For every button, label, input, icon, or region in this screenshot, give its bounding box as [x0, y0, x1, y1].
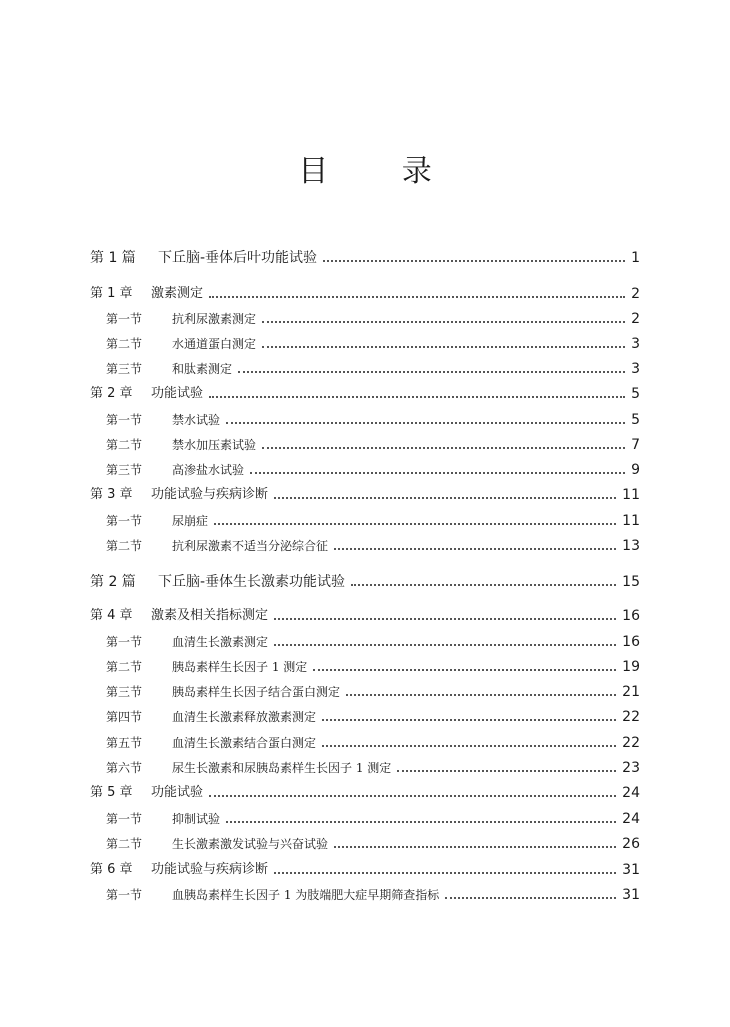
- toc-page-number: 16: [622, 634, 640, 650]
- toc-page-number: 5: [631, 386, 640, 402]
- toc-page-number: 26: [622, 836, 640, 852]
- toc-label: 生长激素激发试验与兴奋试验: [172, 837, 329, 851]
- leader-dots: [262, 447, 625, 449]
- toc-number: 第四节: [106, 710, 143, 724]
- toc-page-number: 19: [622, 659, 640, 675]
- leader-dots: [322, 745, 616, 747]
- toc-label: 下丘脑-垂体后叶功能试验: [158, 250, 318, 266]
- toc-page-number: 23: [622, 760, 640, 776]
- toc-section[interactable]: [90, 807, 640, 831]
- leader-dots: [346, 694, 616, 696]
- toc-label: 尿崩症: [172, 514, 209, 528]
- toc-section[interactable]: [90, 534, 640, 558]
- toc-number: 第五节: [106, 736, 143, 750]
- toc-section[interactable]: [90, 307, 640, 331]
- toc-page-number: 3: [631, 361, 640, 377]
- leader-dots: [274, 644, 616, 646]
- toc-page-number: 22: [622, 735, 640, 751]
- toc-label: 高渗盐水试验: [172, 463, 245, 477]
- toc-label: 胰岛素样生长因子 1 测定: [172, 660, 308, 674]
- toc-label: 禁水试验: [172, 413, 221, 427]
- toc-chapter-1[interactable]: [90, 282, 640, 306]
- leader-dots: [209, 296, 625, 298]
- toc-label: 抗利尿激素不适当分泌综合征: [172, 539, 329, 553]
- toc-label: 水通道蛋白测定: [172, 337, 257, 351]
- toc-page-number: 31: [622, 887, 640, 903]
- toc-label: 抗利尿激素测定: [172, 312, 257, 326]
- toc-number: 第一节: [106, 413, 143, 427]
- toc-page-number: 13: [622, 538, 640, 554]
- leader-dots: [214, 523, 616, 525]
- leader-dots: [250, 472, 625, 474]
- toc-number: 第 5 章: [90, 785, 133, 800]
- toc-section[interactable]: [90, 680, 640, 704]
- toc-number: 第六节: [106, 761, 143, 775]
- toc-label: 禁水加压素试验: [172, 438, 257, 452]
- leader-dots: [262, 346, 625, 348]
- toc-number: 第二节: [106, 337, 143, 351]
- toc-section[interactable]: [90, 357, 640, 381]
- toc-number: 第一节: [106, 812, 143, 826]
- toc-number: 第三节: [106, 685, 143, 699]
- toc-section[interactable]: [90, 433, 640, 457]
- page-title: 目 录: [298, 154, 464, 189]
- toc-section[interactable]: [90, 832, 640, 856]
- toc-page-number: 31: [622, 862, 640, 878]
- toc-chapter-3[interactable]: [90, 483, 640, 507]
- toc-number: 第 2 篇: [90, 574, 136, 590]
- toc-section[interactable]: [90, 408, 640, 432]
- toc-page-number: 7: [631, 437, 640, 453]
- toc-number: 第二节: [106, 660, 143, 674]
- toc-number: 第 1 篇: [90, 250, 136, 266]
- toc-page-number: 2: [631, 286, 640, 302]
- leader-dots: [322, 719, 616, 721]
- toc-page-number: 22: [622, 709, 640, 725]
- toc-page-number: 16: [622, 608, 640, 624]
- toc-label: 下丘脑-垂体生长激素功能试验: [158, 574, 346, 590]
- toc-number: 第二节: [106, 438, 143, 452]
- toc-chapter-4[interactable]: [90, 604, 640, 628]
- toc-number: 第 4 章: [90, 608, 133, 623]
- leader-dots: [238, 371, 625, 373]
- toc-label: 功能试验: [151, 785, 204, 800]
- toc-chapter-2[interactable]: [90, 382, 640, 406]
- toc-number: 第三节: [106, 362, 143, 376]
- toc-section[interactable]: [90, 655, 640, 679]
- toc-number: 第 2 章: [90, 386, 133, 401]
- leader-dots: [274, 872, 616, 874]
- toc-number: 第一节: [106, 635, 143, 649]
- toc-number: 第 1 章: [90, 286, 133, 301]
- toc-label: 功能试验与疾病诊断: [151, 862, 269, 877]
- leader-dots: [274, 618, 616, 620]
- toc-page-number: 11: [622, 487, 640, 503]
- toc-label: 血清生长激素结合蛋白测定: [172, 736, 317, 750]
- toc-page-number: 11: [622, 513, 640, 529]
- toc-number: 第一节: [106, 514, 143, 528]
- toc-label: 胰岛素样生长因子结合蛋白测定: [172, 685, 341, 699]
- toc-label: 血清生长激素释放激素测定: [172, 710, 317, 724]
- toc-section[interactable]: [90, 458, 640, 482]
- toc-label: 功能试验: [151, 386, 204, 401]
- toc-section[interactable]: [90, 756, 640, 780]
- toc-chapter-6[interactable]: [90, 858, 640, 882]
- toc-label: 和肽素测定: [172, 362, 233, 376]
- toc-number: 第一节: [106, 888, 143, 902]
- toc-section[interactable]: [90, 705, 640, 729]
- toc-label: 激素及相关指标测定: [151, 608, 269, 623]
- toc-part-2[interactable]: [90, 570, 640, 594]
- toc-number: 第 3 章: [90, 487, 133, 502]
- toc-section[interactable]: [90, 731, 640, 755]
- toc-label: 抑制试验: [172, 812, 221, 826]
- toc-section[interactable]: [90, 332, 640, 356]
- leader-dots: [209, 795, 616, 797]
- leader-dots: [262, 321, 625, 323]
- leader-dots: [397, 770, 616, 772]
- toc-number: 第一节: [106, 312, 143, 326]
- toc-number: 第三节: [106, 463, 143, 477]
- leader-dots: [323, 260, 625, 262]
- leader-dots: [445, 897, 616, 899]
- toc-section[interactable]: [90, 509, 640, 533]
- leader-dots: [226, 422, 625, 424]
- toc-label: 血清生长激素测定: [172, 635, 269, 649]
- leader-dots: [274, 497, 616, 499]
- toc-label: 激素测定: [151, 286, 204, 301]
- leader-dots: [313, 669, 616, 671]
- toc-page-number: 1: [631, 250, 640, 266]
- leader-dots: [226, 821, 616, 823]
- toc-part-1[interactable]: [90, 246, 640, 270]
- toc-section[interactable]: [90, 883, 640, 907]
- toc-number: 第二节: [106, 539, 143, 553]
- toc-page-number: 2: [631, 311, 640, 327]
- leader-dots: [334, 548, 616, 550]
- toc-page-number: 24: [622, 811, 640, 827]
- toc-page-number: 3: [631, 336, 640, 352]
- toc-chapter-5[interactable]: [90, 781, 640, 805]
- toc-page-number: 5: [631, 412, 640, 428]
- leader-dots: [351, 584, 616, 586]
- toc-label: 血胰岛素样生长因子 1 为肢端肥大症早期筛查指标: [172, 888, 440, 902]
- toc-page-number: 24: [622, 785, 640, 801]
- leader-dots: [209, 396, 625, 398]
- toc-section[interactable]: [90, 630, 640, 654]
- toc-page-number: 21: [622, 684, 640, 700]
- toc-label: 尿生长激素和尿胰岛素样生长因子 1 测定: [172, 761, 392, 775]
- toc-page-number: 9: [631, 462, 640, 478]
- toc-number: 第二节: [106, 837, 143, 851]
- leader-dots: [334, 846, 616, 848]
- toc-number: 第 6 章: [90, 862, 133, 877]
- toc-label: 功能试验与疾病诊断: [151, 487, 269, 502]
- toc-page-number: 15: [622, 574, 640, 590]
